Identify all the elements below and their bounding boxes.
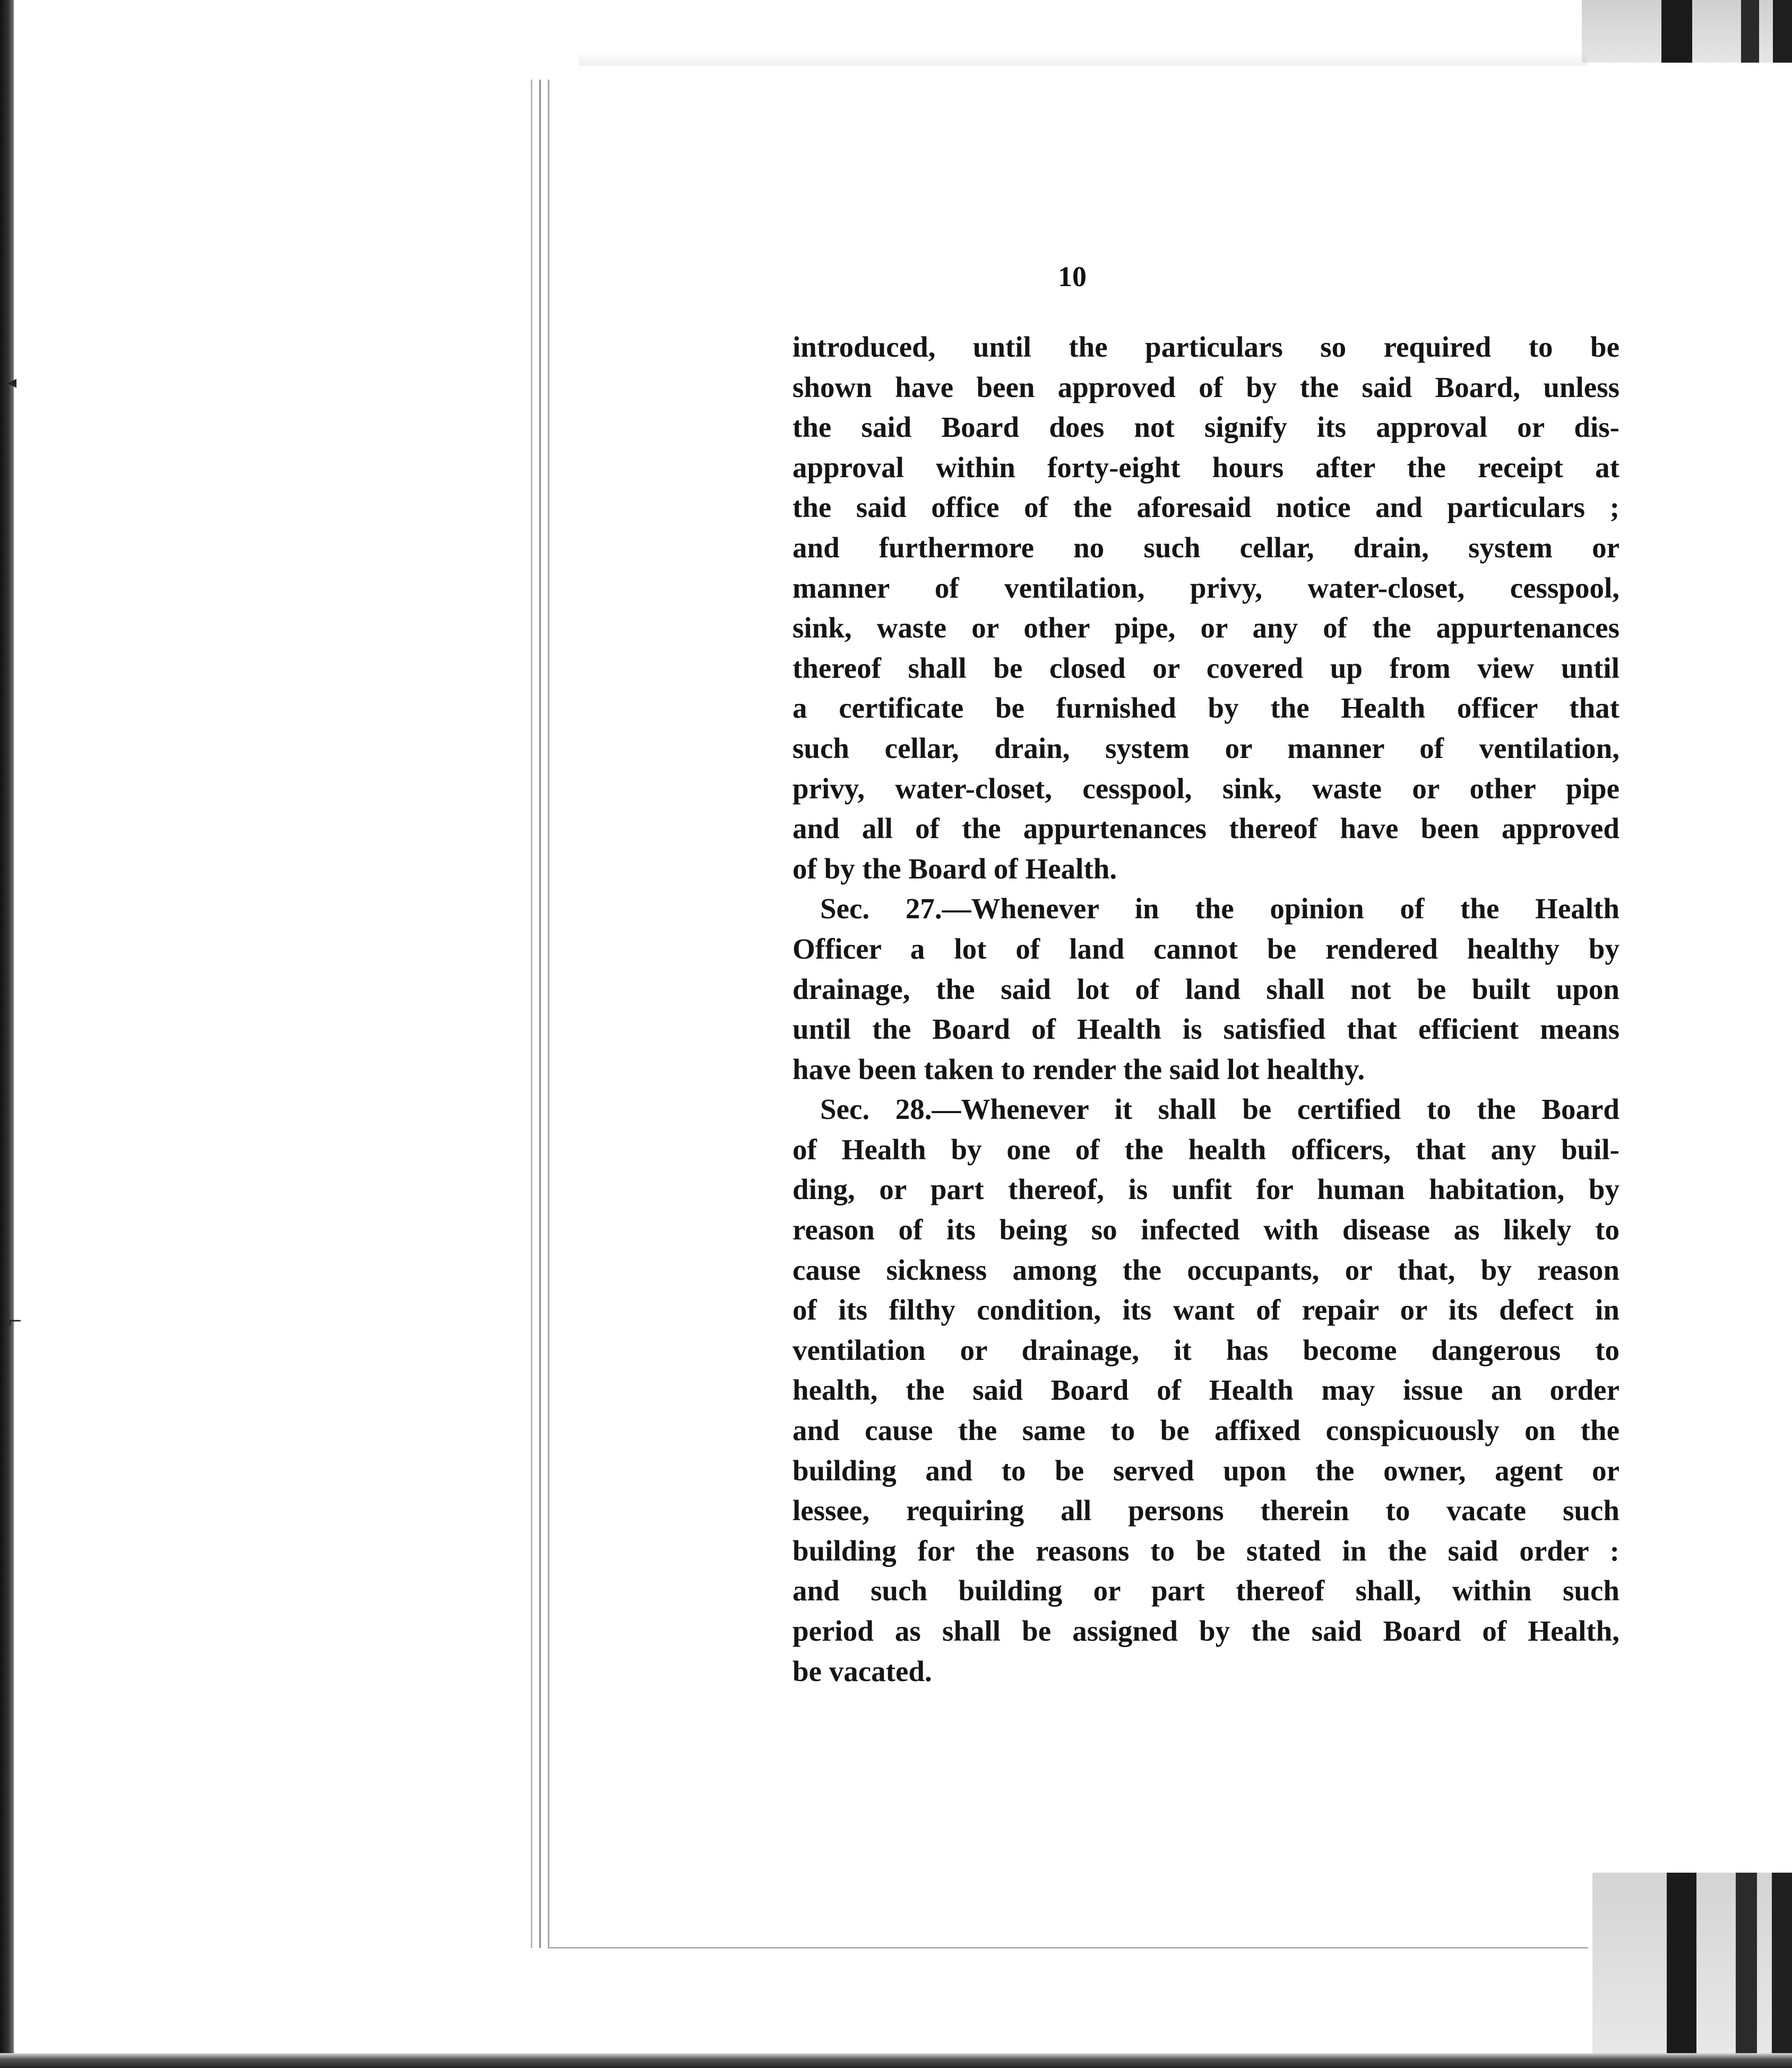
scan-bottom-edge xyxy=(0,2053,1792,2068)
text-line: a certificate be furnished by the Health officer that xyxy=(792,692,1619,725)
text-line: the said Board does not signify its approval or dis- xyxy=(792,411,1619,444)
text-line: lessee, requiring all persons therein to vacate such xyxy=(792,1494,1619,1527)
page-edge-line xyxy=(548,80,549,1948)
text-line: have been taken to render the said lot healthy. xyxy=(792,1053,1365,1085)
scan-left-edge xyxy=(0,0,17,2068)
text-line: be vacated. xyxy=(792,1655,932,1687)
text-line: shown have been approved of by the said Board, unless xyxy=(792,370,1619,403)
text-line: drainage, the said lot of land shall not be built upon xyxy=(792,972,1619,1005)
text-line: and such building or part thereof shall, within such xyxy=(792,1574,1619,1607)
page-edge-line xyxy=(531,80,532,1948)
text-line: of Health by one of the health officers, that any buil- xyxy=(792,1133,1619,1166)
scan-bottom-right-corner xyxy=(1592,1873,1792,2053)
text-line: period as shall be assigned by the said Board of Health, xyxy=(792,1615,1619,1647)
text-line: reason of its being so infected with disease as likely to xyxy=(792,1213,1619,1246)
text-line: of its filthy condition, its want of repair or its defect in xyxy=(792,1294,1619,1326)
page-number: 10 xyxy=(1058,261,1087,292)
text-line: and all of the appurtenances thereof have been approved xyxy=(792,812,1619,845)
section-heading-line: Sec. 28.—Whenever it shall be certified to the Board xyxy=(820,1093,1619,1126)
scan-top-right-corner xyxy=(1582,0,1792,63)
page-edge-line xyxy=(539,80,541,1948)
body-text xyxy=(792,327,1619,1691)
section-heading-line: Sec. 27.—Whenever in the opinion of the Health xyxy=(820,892,1619,925)
scan-top-shadow xyxy=(579,51,1587,66)
text-line: manner of ventilation, privy, water-closet, cesspool, xyxy=(792,571,1619,604)
text-line: ventilation or drainage, it has become dangerous to xyxy=(792,1333,1619,1366)
text-line: thereof shall be closed or covered up from view until xyxy=(792,651,1619,684)
document-page xyxy=(552,80,1619,1948)
text-line: building for the reasons to be stated in the said order : xyxy=(792,1534,1619,1567)
text-line: the said office of the aforesaid notice and particulars ; xyxy=(792,491,1619,524)
scan-speck-mark: ◂ xyxy=(7,372,17,393)
text-line: ding, or part thereof, is unfit for human habitation, by xyxy=(792,1173,1619,1206)
text-line: sink, waste or other pipe, or any of the appurtenances xyxy=(792,611,1619,644)
text-line: until the Board of Health is satisfied that efficient means xyxy=(792,1013,1619,1046)
text-line: health, the said Board of Health may issue an order xyxy=(792,1374,1619,1407)
text-line: and furthermore no such cellar, drain, system or xyxy=(792,531,1619,564)
text-line: building and to be served upon the owner, agent or xyxy=(792,1454,1619,1487)
text-line: cause sickness among the occupants, or that, by reason xyxy=(792,1253,1619,1286)
text-line: Officer a lot of land cannot be rendered healthy by xyxy=(792,932,1619,965)
text-line: introduced, until the particulars so required to be xyxy=(792,331,1619,363)
text-line: privy, water-closet, cesspool, sink, waste or other pipe xyxy=(792,772,1619,805)
text-line: approval within forty-eight hours after the receipt at xyxy=(792,451,1619,484)
text-line: and cause the same to be affixed conspicuously on the xyxy=(792,1414,1619,1447)
scan-speck-mark: ⌐ xyxy=(7,1311,23,1332)
text-line: such cellar, drain, system or manner of ventilation, xyxy=(792,731,1619,764)
text-line: of by the Board of Health. xyxy=(792,852,1117,885)
